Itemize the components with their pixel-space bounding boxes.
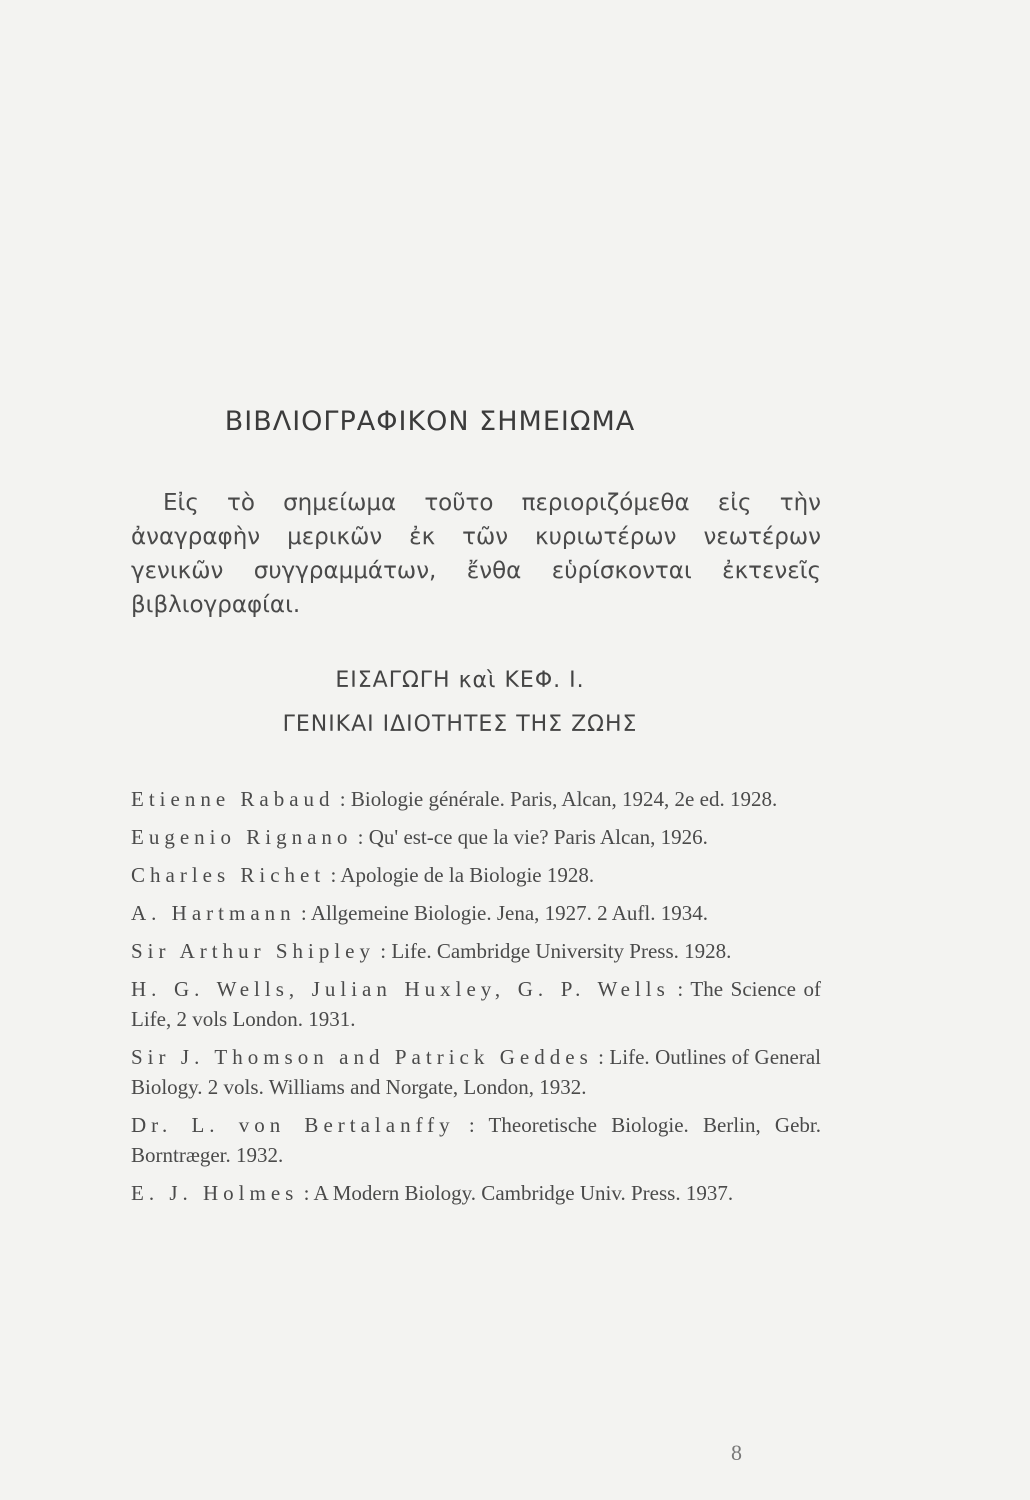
- entry-details: : Apologie de la Biologie 1928.: [330, 863, 595, 887]
- entry-author: Charles Richet: [131, 863, 326, 887]
- bibliography-list: [131, 784, 821, 1216]
- entry-author: Dr. L. von Bertalanffy: [131, 1113, 455, 1137]
- bibliography-entry: [131, 974, 821, 1034]
- section-heading-primary: ΕΙΣΑΓΩΓΗ καὶ ΚΕΦ. Ι.: [335, 668, 585, 693]
- entry-details: : Allgemeine Biologie. Jena, 1927. 2 Aufl. 1934.: [300, 901, 709, 925]
- bibliography-entry: [131, 822, 821, 852]
- section-heading-secondary: ΓΕΝΙΚΑΙ ΙΔΙΟΤΗΤΕΣ ΤΗΣ ΖΩΗΣ: [282, 712, 638, 737]
- entry-details: : Qu' est-ce que la vie? Paris Alcan, 1926.: [357, 825, 708, 849]
- intro-paragraph: Εἰς τὸ σημείωμα τοῦτο περιοριζόμεθα εἰς τὴν ἀναγραφὴν μερικῶν ἐκ τῶν κυριωτέρων νεωτέρων γενικῶν συγγραμμάτων, ἔνθα εὑρίσκονται ἐκτενεῖς βιβλιογραφίαι.: [131, 490, 821, 618]
- bibliography-entry: [131, 898, 821, 928]
- entry-details: : Biologie générale. Paris, Alcan, 1924, 2e ed. 1928.: [339, 787, 778, 811]
- entry-author: H. G. Wells, Julian Huxley, G. P. Wells: [131, 977, 670, 1001]
- entry-details: : Theoretische Biologie. Berlin, Gebr. Borntræger. 1932.: [131, 1113, 821, 1167]
- entry-author: Sir Arthur Shipley: [131, 939, 376, 963]
- entry-author: E. J. Holmes: [131, 1181, 299, 1205]
- bibliography-entry: [131, 1110, 821, 1170]
- bibliography-entry: [131, 936, 821, 966]
- bibliography-entry: [131, 1042, 821, 1102]
- entry-author: Eugenio Rignano: [131, 825, 353, 849]
- entry-author: Etienne Rabaud: [131, 787, 335, 811]
- entry-author: Sir J. Thomson and Patrick Geddes: [131, 1045, 593, 1069]
- entry-author: A. Hartmann: [131, 901, 296, 925]
- entry-details: : Life. Cambridge University Press. 1928.: [380, 939, 732, 963]
- page-number: 8: [731, 1440, 742, 1465]
- page-title: ΒΙΒΛΙΟΓΡΑΦΙΚΟΝ ΣΗΜΕΙΩΜΑ: [224, 406, 636, 437]
- entry-details: : The Science of Life, 2 vols London. 1931.: [131, 977, 821, 1031]
- entry-details: : A Modern Biology. Cambridge Univ. Press. 1937.: [303, 1181, 734, 1205]
- entry-details: : Life. Outlines of General Biology. 2 vols. Williams and Norgate, London, 1932.: [131, 1045, 822, 1099]
- bibliography-entry: [131, 1178, 821, 1208]
- bibliography-entry: [131, 784, 821, 814]
- bibliography-entry: [131, 860, 821, 890]
